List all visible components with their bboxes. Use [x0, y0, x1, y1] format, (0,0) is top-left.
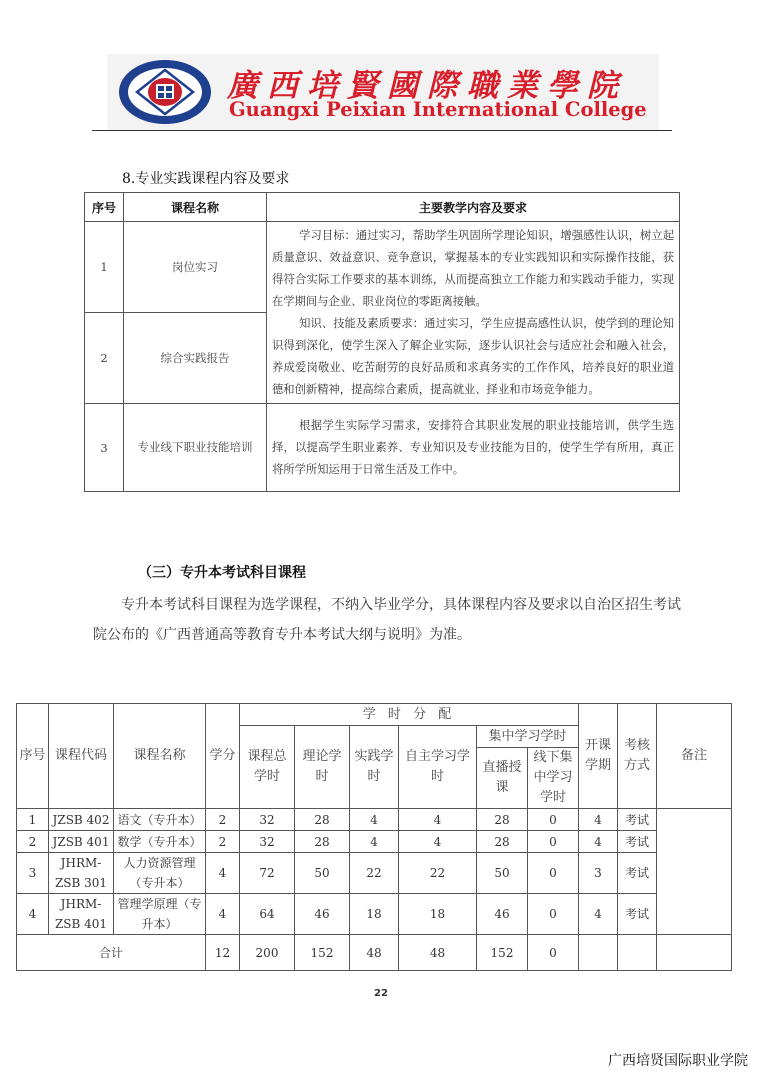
self-study-hours: 18	[399, 894, 477, 935]
offline-hours: 0	[528, 809, 579, 831]
course-code: JHRM-ZSB 301	[49, 853, 114, 894]
column-header: 课程总学时	[240, 726, 295, 809]
table-row	[17, 894, 732, 935]
empty-cell	[618, 935, 657, 971]
totals-label: 合计	[17, 935, 206, 971]
practice-course-table	[84, 192, 680, 492]
table-header-row	[17, 704, 732, 726]
total-practice-hours: 48	[350, 935, 399, 971]
column-header: 考核方式	[618, 704, 657, 809]
table-row	[17, 809, 732, 831]
credit: 4	[206, 894, 240, 935]
course-name: 人力资源管理（专升本）	[114, 853, 206, 894]
semester: 4	[579, 809, 618, 831]
total-theory-hours: 152	[295, 935, 350, 971]
column-header: 课程代码	[49, 704, 114, 809]
semester: 4	[579, 894, 618, 935]
theory-hours: 28	[295, 809, 350, 831]
column-header: 学分	[206, 704, 240, 809]
section-heading-practice: 8.专业实践课程内容及要求	[122, 171, 290, 187]
course-name: 专业线下职业技能培训	[124, 404, 267, 492]
theory-hours: 46	[295, 894, 350, 935]
credit: 4	[206, 853, 240, 894]
table-header-row	[85, 193, 680, 222]
empty-cell	[657, 935, 732, 971]
semester: 4	[579, 831, 618, 853]
credit: 2	[206, 809, 240, 831]
course-code: JZSB 402	[49, 809, 114, 831]
theory-hours: 50	[295, 853, 350, 894]
table-row	[17, 831, 732, 853]
column-header: 序号	[17, 704, 49, 809]
content-paragraph: 根据学生实际学习需求，安排符合其职业发展的职业技能培训，供学生选择，以提高学生职业素养、专业知识及专业技能为目的，使学生学有所用，真正将所学所知运用于日常生活及工作中。	[272, 418, 674, 476]
content-paragraph: 学习目标：通过实习，帮助学生巩固所学理论知识，增强感性认识，树立起质量意识、效益意识、竞争意识，掌握基本的专业实践知识和实际操作技能，获得符合实际工作要求的基本训练，从而提高独立工作能力和实践动手能力，实现在学期间与企业、职业岗位的零距离接触。	[272, 228, 674, 308]
paragraph-text: 专升本考试科目课程为选学课程，不纳入毕业学分，具体课程内容及要求以自治区招生考试院公布的《广西普通高等教育专升本考试大纲与说明》为准。	[93, 597, 681, 643]
assessment: 考试	[618, 894, 657, 935]
practice-hours: 22	[350, 853, 399, 894]
course-name: 数学（专升本）	[114, 831, 206, 853]
remarks-cell	[657, 809, 732, 935]
self-study-hours: 4	[399, 831, 477, 853]
row-number: 4	[17, 894, 49, 935]
live-hours: 50	[477, 853, 528, 894]
total-credit: 12	[206, 935, 240, 971]
column-group-header: 学 时 分 配	[240, 704, 579, 726]
header-banner	[107, 54, 659, 130]
row-number: 2	[17, 831, 49, 853]
offline-hours: 0	[528, 894, 579, 935]
semester: 3	[579, 853, 618, 894]
live-hours: 28	[477, 831, 528, 853]
column-header: 自主学习学时	[399, 726, 477, 809]
practice-hours: 4	[350, 809, 399, 831]
total-offline-hours: 0	[528, 935, 579, 971]
college-seal-logo	[117, 58, 213, 126]
header-divider	[92, 130, 672, 131]
assessment: 考试	[618, 809, 657, 831]
live-hours: 46	[477, 894, 528, 935]
table-row	[85, 222, 680, 313]
practice-hours: 18	[350, 894, 399, 935]
column-header: 理论学时	[295, 726, 350, 809]
section-heading-upgrade-exam: （三）专升本考试科目课程	[138, 565, 306, 581]
total-hours: 64	[240, 894, 295, 935]
credit: 2	[206, 831, 240, 853]
table-row	[17, 853, 732, 894]
column-header: 开课学期	[579, 704, 618, 809]
course-name: 语文（专升本）	[114, 809, 206, 831]
brand-name-english: Guangxi Peixian International College	[229, 98, 647, 121]
brand-name-chinese: 廣西培賢國際職業學院	[227, 68, 627, 104]
column-header: 主要教学内容及要求	[267, 193, 680, 222]
course-name: 岗位实习	[124, 222, 267, 313]
empty-cell	[579, 935, 618, 971]
page-number: 22	[374, 988, 388, 999]
totals-row	[17, 935, 732, 971]
offline-hours: 0	[528, 831, 579, 853]
course-code: JHRM-ZSB 401	[49, 894, 114, 935]
column-header: 直播授课	[477, 748, 528, 809]
row-number: 3	[85, 404, 124, 492]
course-name: 管理学原理（专升本）	[114, 894, 206, 935]
total-hours: 32	[240, 831, 295, 853]
row-number: 3	[17, 853, 49, 894]
column-header: 课程名称	[124, 193, 267, 222]
assessment: 考试	[618, 831, 657, 853]
offline-hours: 0	[528, 853, 579, 894]
self-study-hours: 22	[399, 853, 477, 894]
row-number: 1	[85, 222, 124, 313]
column-header: 备注	[657, 704, 732, 809]
total-live-hours: 152	[477, 935, 528, 971]
theory-hours: 28	[295, 831, 350, 853]
table-row	[85, 404, 680, 492]
row-number: 2	[85, 313, 124, 404]
content-paragraph: 知识、技能及素质要求：通过实习，学生应提高感性认识，使学到的理论知识得到深化，使学生深入了解企业实际，逐步认识社会与适应社会和融入社会，养成爱岗敬业、吃苦耐劳的良好品质和求真务实的工作作风，培养良好的职业道德和创新精神，提高综合素质，提高就业、择业和市场竞争能力。	[272, 316, 674, 396]
column-header: 实践学时	[350, 726, 399, 809]
course-content	[267, 222, 680, 404]
column-group-header: 集中学习学时	[477, 726, 579, 748]
column-header: 序号	[85, 193, 124, 222]
practice-hours: 4	[350, 831, 399, 853]
exam-course-table	[16, 703, 732, 971]
course-code: JZSB 401	[49, 831, 114, 853]
column-header: 线下集中学习学时	[528, 748, 579, 809]
total-hours: 72	[240, 853, 295, 894]
footer-institution-name: 广西培贤国际职业学院	[608, 1053, 748, 1069]
total-self-study-hours: 48	[399, 935, 477, 971]
course-name: 综合实践报告	[124, 313, 267, 404]
total-hours: 32	[240, 809, 295, 831]
row-number: 1	[17, 809, 49, 831]
column-header: 课程名称	[114, 704, 206, 809]
live-hours: 28	[477, 809, 528, 831]
assessment: 考试	[618, 853, 657, 894]
course-content	[267, 404, 680, 492]
self-study-hours: 4	[399, 809, 477, 831]
total-hours: 200	[240, 935, 295, 971]
section-paragraph	[93, 590, 683, 650]
